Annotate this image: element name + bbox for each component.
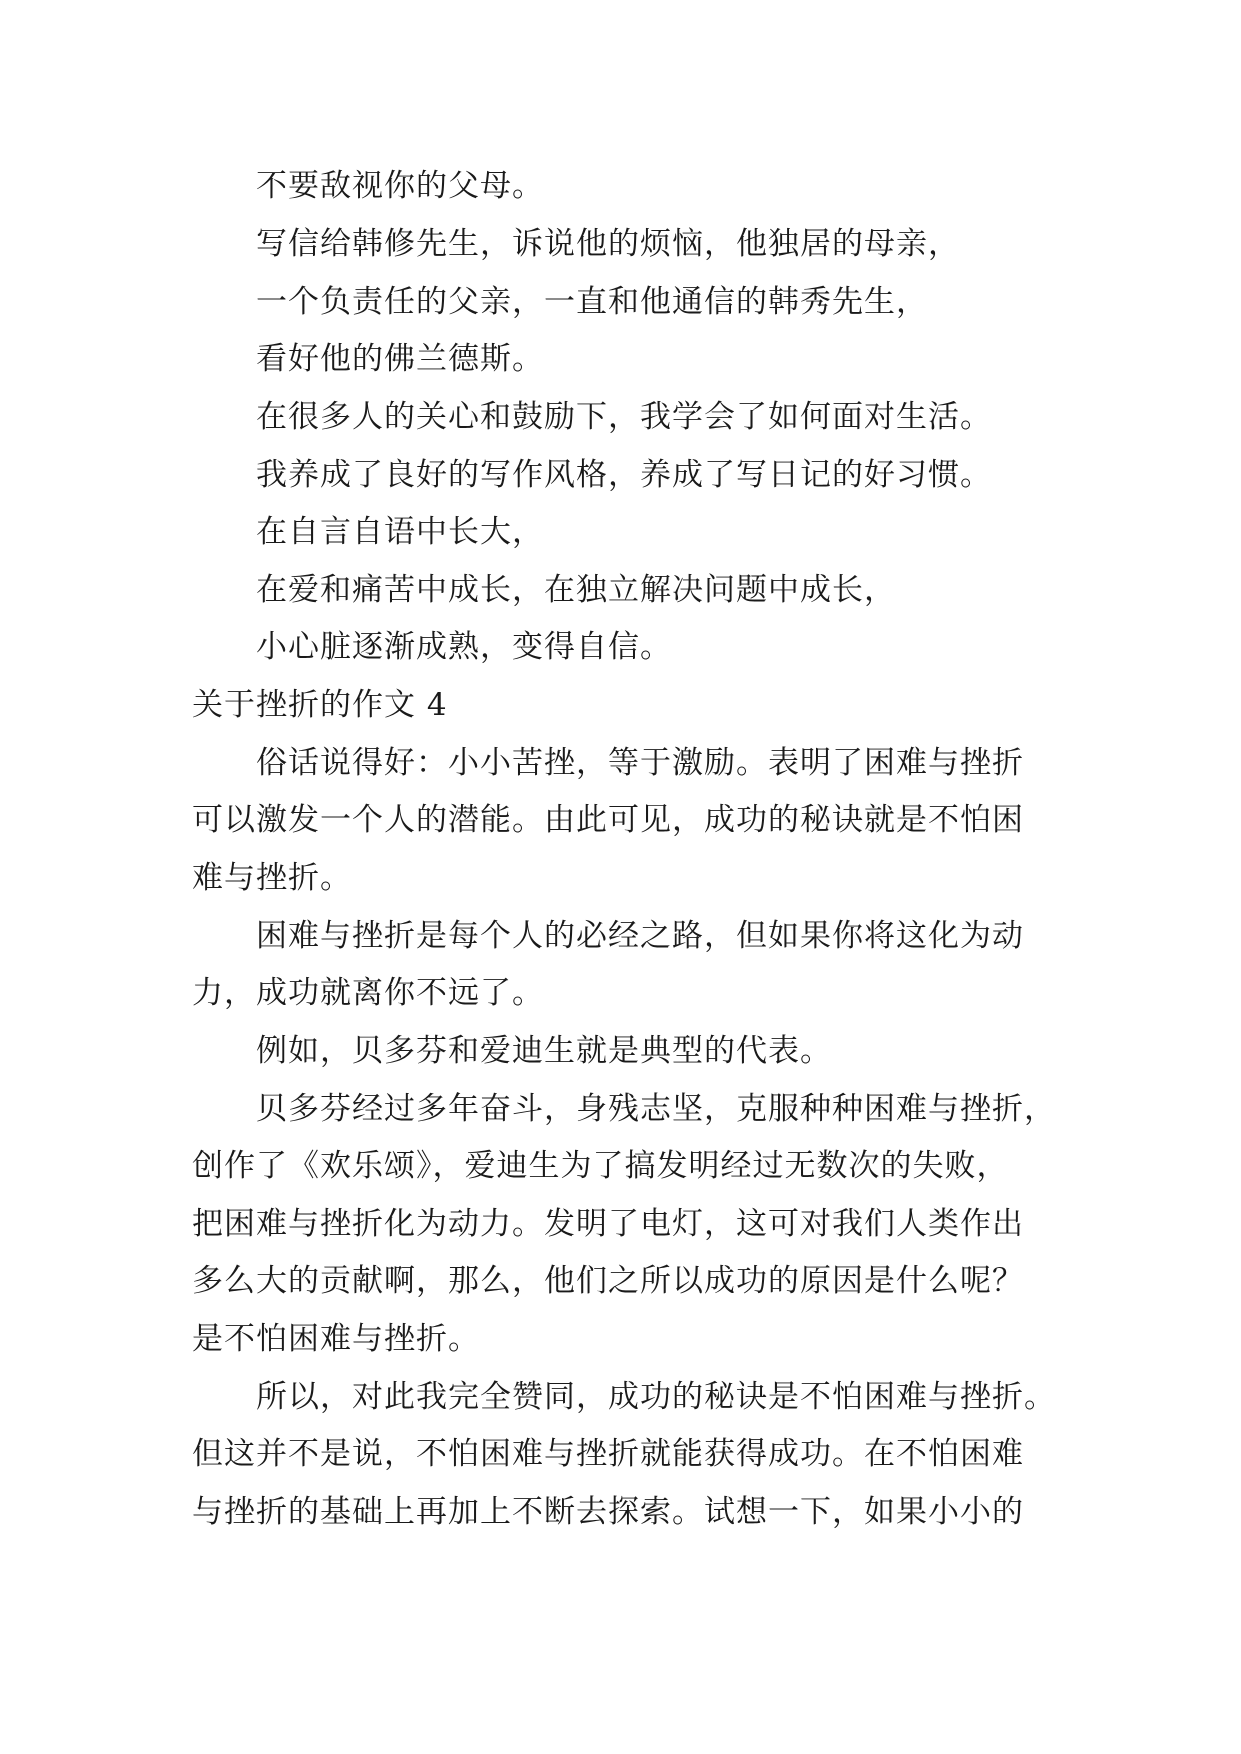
essay-line: 例如，贝多芬和爱迪生就是典型的代表。	[256, 1033, 832, 1069]
poem-line: 看好他的佛兰德斯。	[256, 341, 544, 377]
essay-line: 与挫折的基础上再加上不断去探索。试想一下，如果小小的	[192, 1494, 1024, 1530]
poem-line: 不要敌视你的父母。	[256, 168, 544, 204]
essay-line: 所以，对此我完全赞同，成功的秘诀是不怕困难与挫折。	[256, 1379, 1056, 1415]
essay-line: 但这并不是说，不怕困难与挫折就能获得成功。在不怕困难	[192, 1436, 1024, 1472]
essay-line: 力，成功就离你不远了。	[192, 975, 544, 1011]
essay-line: 是不怕困难与挫折。	[192, 1321, 480, 1357]
poem-line: 在很多人的关心和鼓励下，我学会了如何面对生活。	[256, 399, 992, 435]
essay-line: 俗话说得好：小小苦挫，等于激励。表明了困难与挫折	[256, 745, 1024, 781]
essay-line: 可以激发一个人的潜能。由此可见，成功的秘诀就是不怕困	[192, 802, 1024, 838]
poem-line: 在自言自语中长大，	[256, 514, 544, 550]
poem-line: 小心脏逐渐成熟，变得自信。	[256, 629, 672, 665]
poem-line: 一个负责任的父亲，一直和他通信的韩秀先生，	[256, 284, 928, 320]
essay-line: 创作了《欢乐颂》，爱迪生为了搞发明经过无数次的失败，	[192, 1148, 1009, 1184]
essay-line: 多么大的贡献啊，那么，他们之所以成功的原因是什么呢？	[192, 1263, 1024, 1299]
essay-line: 把困难与挫折化为动力。发明了电灯，这可对我们人类作出	[192, 1206, 1024, 1242]
essay-title: 关于挫折的作文 4	[192, 687, 448, 723]
poem-line: 写信给韩修先生，诉说他的烦恼，他独居的母亲，	[256, 226, 960, 262]
essay-line: 困难与挫折是每个人的必经之路，但如果你将这化为动	[256, 918, 1024, 954]
poem-line: 在爱和痛苦中成长，在独立解决问题中成长，	[256, 572, 896, 608]
poem-line: 我养成了良好的写作风格，养成了写日记的好习惯。	[256, 457, 992, 493]
essay-line: 难与挫折。	[192, 860, 352, 896]
essay-line: 贝多芬经过多年奋斗，身残志坚，克服种种困难与挫折，	[256, 1091, 1056, 1127]
